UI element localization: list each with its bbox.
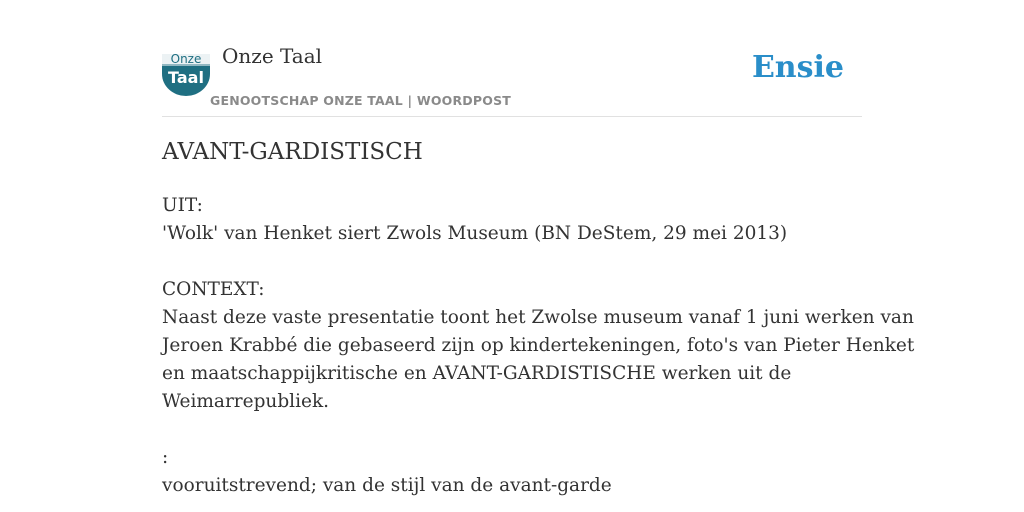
- ensie-brand-link[interactable]: Ensie: [751, 50, 844, 85]
- context-line: Jeroen Krabbé die gebaseerd zijn op kindertekeningen, foto's van Pieter Henket: [162, 335, 915, 356]
- site-subtitle: GENOOTSCHAP ONZE TAAL | WOORDPOST: [210, 93, 512, 108]
- context-label: CONTEXT:: [162, 279, 265, 300]
- context-line: Naast deze vaste presentatie toont het Zwolse museum vanaf 1 juni werken van: [162, 307, 914, 328]
- context-line: Weimarrepubliek.: [162, 391, 330, 412]
- source-label: UIT:: [162, 195, 203, 216]
- definition-text: vooruitstrevend; van de stijl van de avant-garde: [162, 475, 612, 496]
- page: [162, 0, 915, 512]
- onze-taal-logo[interactable]: [162, 50, 210, 96]
- logo-top-text: Onze: [170, 52, 202, 66]
- logo-bottom-text: Taal: [168, 68, 204, 87]
- definition-label: :: [162, 447, 169, 468]
- context-line: en maatschappijkritische en AVANT-GARDISTISCHE werken uit de: [162, 363, 792, 384]
- source-text: 'Wolk' van Henket siert Zwols Museum (BN DeStem, 29 mei 2013): [162, 223, 788, 244]
- site-header: [162, 0, 862, 117]
- entry-title: AVANT-GARDISTISCH: [162, 139, 423, 165]
- site-name[interactable]: Onze Taal: [222, 44, 323, 68]
